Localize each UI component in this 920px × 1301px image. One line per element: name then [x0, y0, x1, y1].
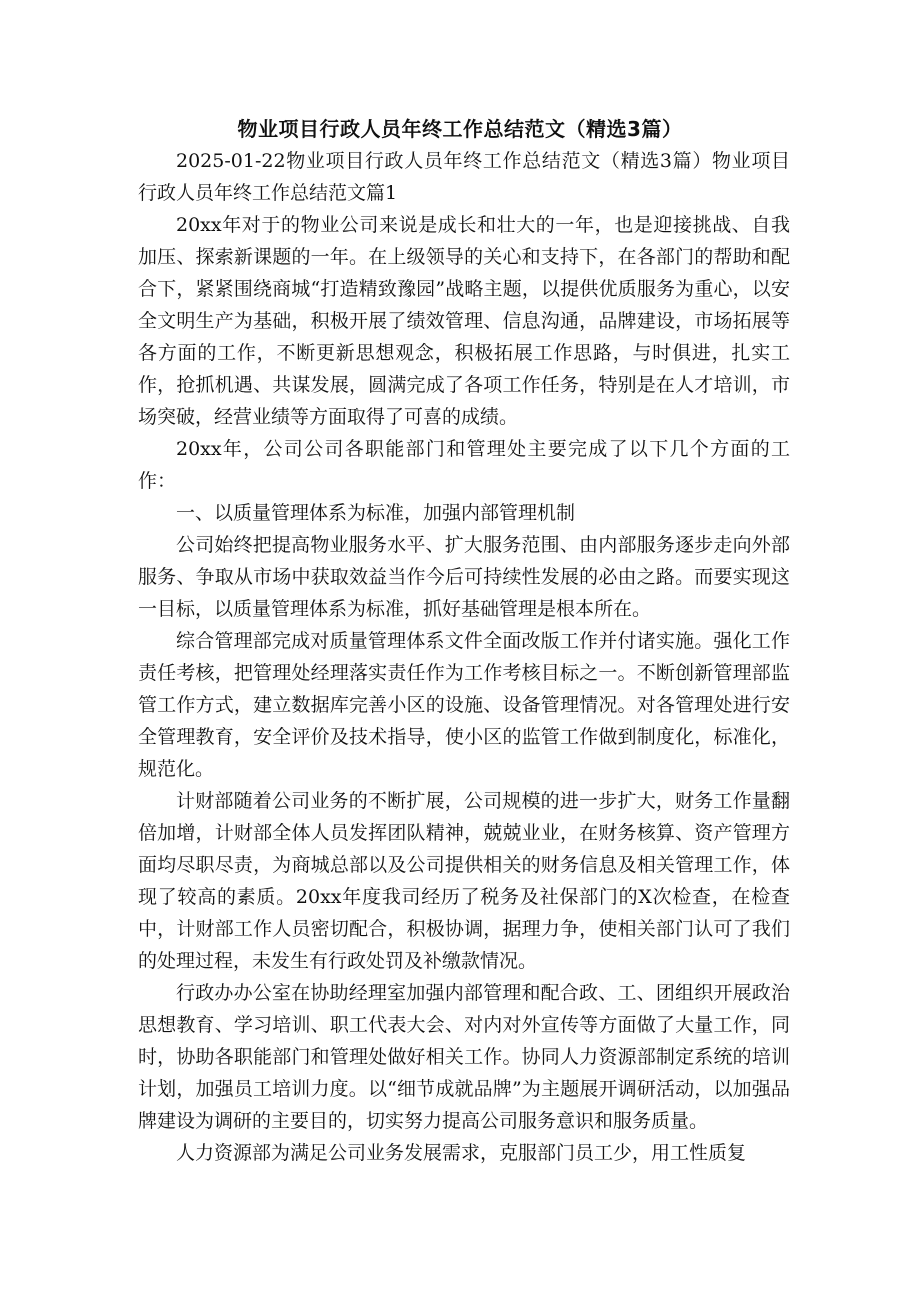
section-heading: 一、以质量管理体系为标准，加强内部管理机制	[176, 502, 576, 524]
intro-paragraph: 20xx年对于的物业公司来说是成长和壮大的一年，也是迎接挑战、自我加压、探索新课题的一年。在上级领导的关心和支持下，在各部门的帮助和配合下，紧紧围绕商城“打造精致豫园”战略主题，以提供优质服务为重心，以安全文明生产为基础，积极开展了绩效管理、信息沟通，品牌建设，市场拓展等各方面的工作，不断更新思想观念，积极拓展工作思路，与时俱进，扎实工作，抢抓机遇、共谋发展，圆满完成了各项工作任务，特别是在人才培训，市场突破，经营业绩等方面取得了可喜的成绩。	[138, 214, 790, 428]
date-paragraph: 2025-01-22物业项目行政人员年终工作总结范文（精选3篇）物业项目行政人员年终工作总结范文篇1	[138, 150, 790, 204]
body-paragraph: 人力资源部为满足公司业务发展需求，克服部门员工少，用工性质复	[176, 1142, 747, 1164]
document-title: 物业项目行政人员年终工作总结范文（精选3篇）	[237, 117, 683, 141]
body-paragraph: 公司始终把提高物业服务水平、扩大服务范围、由内部服务逐步走向外部服务、争取从市场中获取效益当作今后可持续性发展的必由之路。而要实现这一目标，以质量管理体系为标准，抓好基础管理是根本所在。	[138, 534, 790, 620]
body-paragraph: 计财部随着公司业务的不断扩展，公司规模的进一步扩大，财务工作量翻倍加增，计财部全体人员发挥团队精神，兢兢业业，在财务核算、资产管理方面均尽职尽责，为商城总部以及公司提供相关的财务信息及相关管理工作，体现了较高的素质。20xx年度我司经历了税务及社保部门的X次检查，在检查中，计财部工作人员密切配合，积极协调，据理力争，使相关部门认可了我们的处理过程，未发生有行政处罚及补缴款情况。	[138, 790, 790, 972]
body-paragraph: 综合管理部完成对质量管理体系文件全面改版工作并付诸实施。强化工作责任考核，把管理处经理落实责任作为工作考核目标之一。不断创新管理部监管工作方式，建立数据库完善小区的设施、设备管理情况。对各管理处进行安全管理教育，安全评价及技术指导，使小区的监管工作做到制度化，标准化，规范化。	[138, 630, 790, 780]
document-body	[138, 145, 790, 1169]
body-paragraph: 行政办办公室在协助经理室加强内部管理和配合政、工、团组织开展政治思想教育、学习培训、职工代表大会、对内对外宣传等方面做了大量工作，同时，协助各职能部门和管理处做好相关工作。协同人力资源部制定系统的培训计划，加强员工培训力度。以“细节成就品牌”为主题展开调研活动，以加强品牌建设为调研的主要目的，切实努力提高公司服务意识和服务质量。	[138, 982, 790, 1132]
summary-paragraph: 20xx年，公司公司各职能部门和管理处主要完成了以下几个方面的工作：	[138, 438, 790, 492]
